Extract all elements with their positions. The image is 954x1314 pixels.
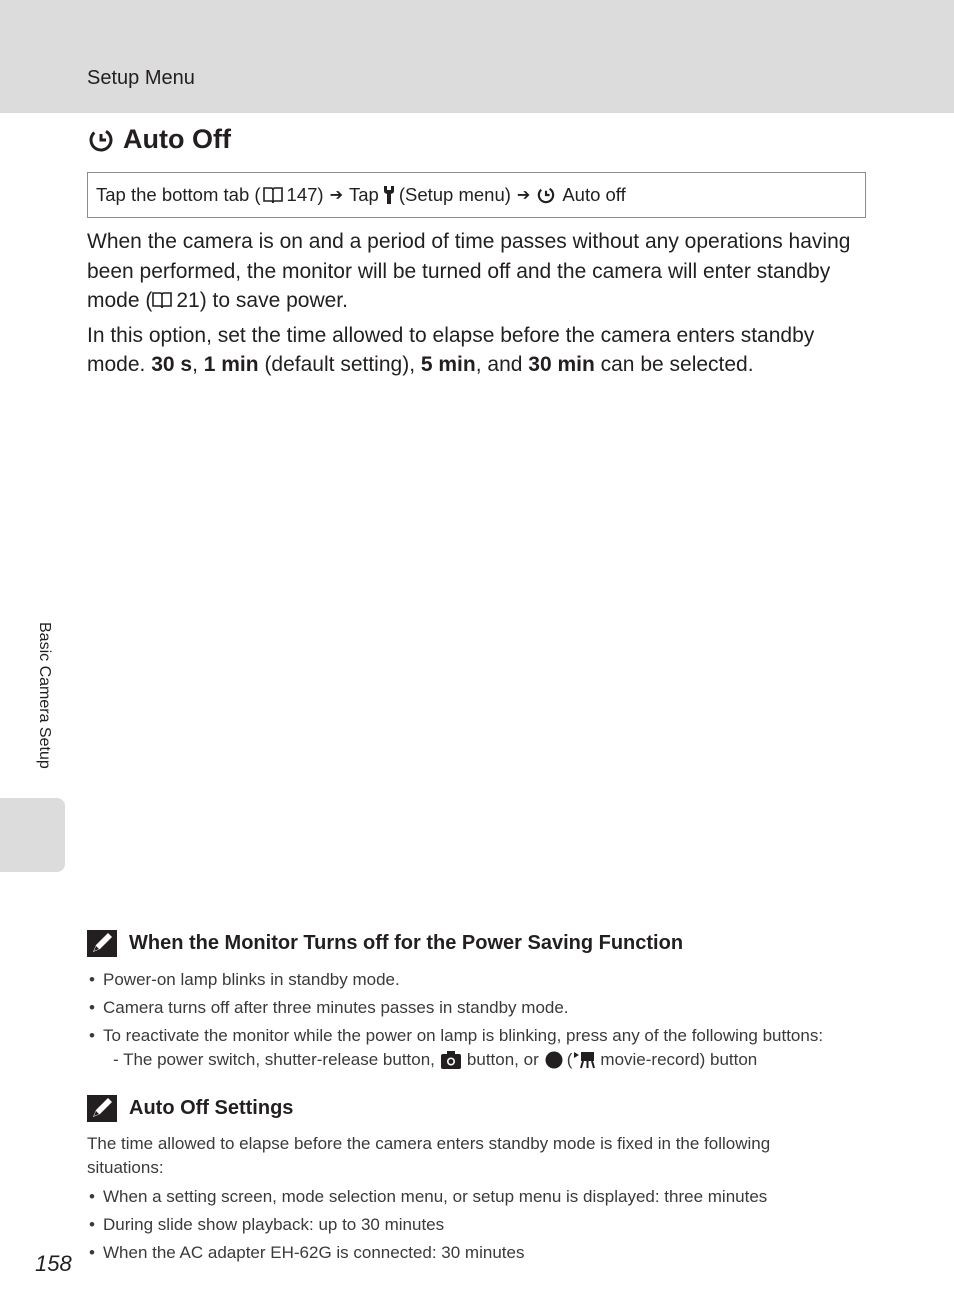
p2-text-c: , and (475, 353, 529, 376)
list-item: • To reactivate the monitor while the power on lamp is blinking, press any of the following buttons: (87, 1022, 887, 1050)
sub-item-text-c: ( (566, 1050, 573, 1069)
option-30min: 30 min (528, 353, 595, 376)
body-paragraph-1 (87, 227, 877, 316)
header-band (0, 0, 954, 113)
record-button-icon (545, 1051, 563, 1069)
note-1-list (87, 966, 887, 1050)
note-pencil-icon (87, 930, 117, 957)
camera-button-icon (441, 1051, 461, 1069)
auto-off-timer-icon-small (536, 185, 556, 205)
sub-item-text-d: movie-record) button (600, 1050, 758, 1069)
side-tab (0, 798, 65, 872)
nav-text-4: Auto off (562, 184, 626, 205)
list-item: • Camera turns off after three minutes passes in standby mode. (87, 994, 887, 1022)
section-title: Setup Menu (87, 67, 195, 89)
body-paragraph-1-ref: 21) to save power. (176, 289, 348, 312)
movie-record-icon (573, 1051, 595, 1069)
list-item: • During slide show playback: up to 30 minutes (87, 1211, 887, 1239)
page-title-text: Auto Off (123, 124, 231, 154)
navigation-path (87, 172, 866, 218)
arrow-right-icon-2: ➔ (516, 187, 531, 204)
side-label: Basic Camera Setup (36, 622, 53, 769)
note-2-intro: The time allowed to elapse before the camera enters standby mode is fixed in the following situations: (87, 1134, 771, 1177)
sub-item-text-b: button, or (466, 1050, 539, 1069)
page-title (87, 124, 231, 155)
book-icon (152, 291, 172, 309)
option-1min: 1 min (203, 353, 259, 376)
p2-sep: , (192, 353, 204, 376)
option-5min: 5 min (420, 353, 476, 376)
nav-text-2: Tap (348, 184, 379, 205)
nav-text-3: (Setup menu) (398, 184, 511, 205)
nav-ref-1: 147) (286, 184, 324, 205)
body-paragraph-1-text: When the camera is on and a period of time passes without any operations having been performed, the monitor will be turned off and the camera will enter standby mode ( (87, 230, 851, 312)
body-text (87, 227, 877, 385)
list-item: • Power-on lamp blinks in standby mode. (87, 966, 887, 994)
p2-text-a: In this option, set the time allowed to elapse before the camera enters standby mode. (87, 323, 815, 376)
note-2-list (87, 1183, 887, 1267)
note-heading-2 (87, 1095, 293, 1122)
note-heading-2-text: Auto Off Settings (129, 1097, 294, 1119)
sub-item-text-a: - The power switch, shutter-release button, (113, 1050, 435, 1069)
note-pencil-icon (87, 1095, 117, 1122)
wrench-icon (383, 185, 395, 205)
arrow-right-icon: ➔ (329, 187, 343, 204)
nav-text-1: Tap the bottom tab ( (96, 184, 261, 205)
p2-text-d: can be selected. (594, 353, 754, 376)
body-paragraph-2 (87, 321, 877, 380)
p2-text-b: (default setting), (258, 353, 421, 376)
auto-off-timer-icon (87, 126, 115, 154)
option-30s: 30 s (151, 353, 193, 376)
note-1-sub-item (113, 1050, 757, 1070)
list-item: • When the AC adapter EH-62G is connected: 30 minutes (87, 1239, 887, 1267)
page-number: 158 (35, 1251, 72, 1276)
list-item: • When a setting screen, mode selection menu, or setup menu is displayed: three minutes (87, 1183, 887, 1211)
book-icon (263, 186, 283, 204)
note-heading-1 (87, 930, 683, 957)
note-heading-1-text: When the Monitor Turns off for the Power Saving Function (129, 932, 684, 954)
